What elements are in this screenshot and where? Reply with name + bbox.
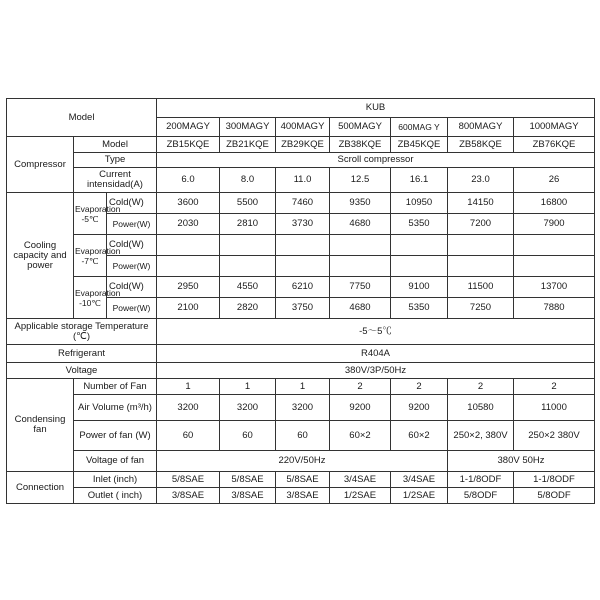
voltage-label: Voltage	[7, 363, 157, 379]
air-volume-cell: 9200	[330, 395, 391, 421]
power-label: Power(W)	[107, 214, 157, 235]
inlet-cell: 3/4SAE	[330, 472, 391, 488]
power-cell	[514, 256, 595, 277]
power-cell: 5350	[391, 214, 448, 235]
compressor-model-cell: ZB58KQE	[448, 137, 514, 153]
cold-cell	[276, 235, 330, 256]
current-cell: 11.0	[276, 168, 330, 193]
fan-air-volume-row	[7, 395, 595, 421]
evaporation-label: Evaporation -5℃	[74, 193, 107, 235]
spec-table	[6, 98, 595, 504]
inlet-cell: 3/4SAE	[391, 472, 448, 488]
connection-outlet-row	[7, 488, 595, 504]
fan-power-cell: 60×2	[330, 421, 391, 451]
fan-voltage-large: 380V 50Hz	[448, 451, 595, 472]
cold-cell: 6210	[276, 277, 330, 298]
fan-voltage-row	[7, 451, 595, 472]
power-cell: 3750	[276, 298, 330, 319]
cold-cell: 2950	[157, 277, 220, 298]
power-cell: 7250	[448, 298, 514, 319]
air-volume-cell: 10580	[448, 395, 514, 421]
voltage-value: 380V/3P/50Hz	[157, 363, 595, 379]
fan-number-cell: 1	[276, 379, 330, 395]
power-cell: 5350	[391, 298, 448, 319]
fan-power-cell: 60	[220, 421, 276, 451]
storage-temperature-value: -5～5℃	[157, 319, 595, 345]
evaporation-label: Evaporation -7℃	[74, 235, 107, 277]
model-name-cell: 400MAGY	[276, 118, 330, 137]
cold-cell: 13700	[514, 277, 595, 298]
power-cell	[220, 256, 276, 277]
model-header-label: Model	[7, 99, 157, 137]
cold-cell: 7460	[276, 193, 330, 214]
power-cell	[157, 256, 220, 277]
fan-number-cell: 1	[220, 379, 276, 395]
inlet-cell: 5/8SAE	[220, 472, 276, 488]
cold-label: Cold(W)	[107, 277, 157, 298]
air-volume-cell: 3200	[276, 395, 330, 421]
cold-cell: 9100	[391, 277, 448, 298]
fan-number-cell: 1	[157, 379, 220, 395]
cold-cell: 14150	[448, 193, 514, 214]
compressor-model-cell: ZB21KQE	[220, 137, 276, 153]
compressor-model-cell: ZB15KQE	[157, 137, 220, 153]
fan-voltage-small: 220V/50Hz	[157, 451, 448, 472]
power-cell	[330, 256, 391, 277]
cold-cell	[157, 235, 220, 256]
fan-number-cell: 2	[448, 379, 514, 395]
fan-power-cell: 60×2	[391, 421, 448, 451]
cold-cell	[391, 235, 448, 256]
cold-cell	[330, 235, 391, 256]
refrigerant-row	[7, 345, 595, 363]
power-label: Power(W)	[107, 256, 157, 277]
air-volume-cell: 9200	[391, 395, 448, 421]
inlet-label: Inlet (inch)	[74, 472, 157, 488]
fan-power-row	[7, 421, 595, 451]
model-name-cell: 600MAG Y	[391, 118, 448, 137]
compressor-model-cell: ZB38KQE	[330, 137, 391, 153]
compressor-type-row	[7, 153, 595, 168]
cold-cell: 7750	[330, 277, 391, 298]
inlet-cell: 5/8SAE	[157, 472, 220, 488]
fan-number-cell: 2	[514, 379, 595, 395]
air-volume-cell: 3200	[157, 395, 220, 421]
current-cell: 26	[514, 168, 595, 193]
current-cell: 8.0	[220, 168, 276, 193]
evaporation-label: Evaporation -10℃	[74, 277, 107, 319]
cold-cell: 5500	[220, 193, 276, 214]
compressor-type-label: Type	[74, 153, 157, 168]
refrigerant-value: R404A	[157, 345, 595, 363]
refrigerant-label: Refrigerant	[7, 345, 157, 363]
outlet-cell: 5/8ODF	[514, 488, 595, 504]
fan-power-cell: 60	[276, 421, 330, 451]
cooling-cold-row	[7, 193, 595, 214]
header-row-brand	[7, 99, 595, 118]
cold-cell: 10950	[391, 193, 448, 214]
outlet-cell: 1/2SAE	[330, 488, 391, 504]
power-cell: 2810	[220, 214, 276, 235]
storage-temperature-label: Applicable storage Temperature (℃)	[7, 319, 157, 345]
air-volume-cell: 3200	[220, 395, 276, 421]
fan-number-cell: 2	[391, 379, 448, 395]
outlet-cell: 3/8SAE	[157, 488, 220, 504]
power-cell: 2100	[157, 298, 220, 319]
model-name-cell: 800MAGY	[448, 118, 514, 137]
outlet-cell: 3/8SAE	[276, 488, 330, 504]
current-cell: 16.1	[391, 168, 448, 193]
current-cell: 6.0	[157, 168, 220, 193]
power-cell: 4680	[330, 298, 391, 319]
fan-power-cell: 250×2, 380V	[448, 421, 514, 451]
cold-cell: 16800	[514, 193, 595, 214]
power-cell	[448, 256, 514, 277]
compressor-type-value: Scroll compressor	[157, 153, 595, 168]
cold-cell	[220, 235, 276, 256]
power-label: Power(W)	[107, 298, 157, 319]
fan-number-cell: 2	[330, 379, 391, 395]
air-volume-cell: 11000	[514, 395, 595, 421]
air-volume-label: Air Volume (m³/h)	[74, 395, 157, 421]
compressor-current-row	[7, 168, 595, 193]
power-cell	[276, 256, 330, 277]
power-cell: 3730	[276, 214, 330, 235]
cooling-group-label: Cooling capacity and power	[7, 193, 74, 319]
compressor-model-label: Model	[74, 137, 157, 153]
cold-cell: 11500	[448, 277, 514, 298]
compressor-group-label: Compressor	[7, 137, 74, 193]
inlet-cell: 1-1/8ODF	[448, 472, 514, 488]
compressor-current-label: Current intensidad(A)	[74, 168, 157, 193]
spec-table-container	[6, 98, 594, 504]
fan-number-row	[7, 379, 595, 395]
model-name-cell: 1000MAGY	[514, 118, 595, 137]
power-cell: 7880	[514, 298, 595, 319]
model-name-cell: 500MAGY	[330, 118, 391, 137]
fan-power-cell: 250×2 380V	[514, 421, 595, 451]
current-cell: 12.5	[330, 168, 391, 193]
cold-cell	[514, 235, 595, 256]
inlet-cell: 1-1/8ODF	[514, 472, 595, 488]
outlet-cell: 3/8SAE	[220, 488, 276, 504]
connection-group-label: Connection	[7, 472, 74, 504]
power-cell: 2030	[157, 214, 220, 235]
brand-header: KUB	[157, 99, 595, 118]
power-cell: 7200	[448, 214, 514, 235]
cold-cell: 9350	[330, 193, 391, 214]
storage-temperature-row	[7, 319, 595, 345]
power-cell: 2820	[220, 298, 276, 319]
inlet-cell: 5/8SAE	[276, 472, 330, 488]
power-cell: 7900	[514, 214, 595, 235]
connection-inlet-row	[7, 472, 595, 488]
fan-voltage-label: Voltage of fan	[74, 451, 157, 472]
power-cell	[391, 256, 448, 277]
outlet-cell: 5/8ODF	[448, 488, 514, 504]
fan-power-label: Power of fan (W)	[74, 421, 157, 451]
compressor-model-row	[7, 137, 595, 153]
current-cell: 23.0	[448, 168, 514, 193]
cold-cell	[448, 235, 514, 256]
compressor-model-cell: ZB76KQE	[514, 137, 595, 153]
voltage-row	[7, 363, 595, 379]
cold-label: Cold(W)	[107, 235, 157, 256]
model-name-cell: 200MAGY	[157, 118, 220, 137]
outlet-cell: 1/2SAE	[391, 488, 448, 504]
power-cell: 4680	[330, 214, 391, 235]
cooling-cold-row	[7, 277, 595, 298]
outlet-label: Outlet ( inch)	[74, 488, 157, 504]
condensing-fan-group-label: Condensing fan	[7, 379, 74, 472]
cold-cell: 4550	[220, 277, 276, 298]
model-name-cell: 300MAGY	[220, 118, 276, 137]
compressor-model-cell: ZB45KQE	[391, 137, 448, 153]
fan-power-cell: 60	[157, 421, 220, 451]
cooling-cold-row	[7, 235, 595, 256]
fan-number-label: Number of Fan	[74, 379, 157, 395]
compressor-model-cell: ZB29KQE	[276, 137, 330, 153]
cold-label: Cold(W)	[107, 193, 157, 214]
cold-cell: 3600	[157, 193, 220, 214]
